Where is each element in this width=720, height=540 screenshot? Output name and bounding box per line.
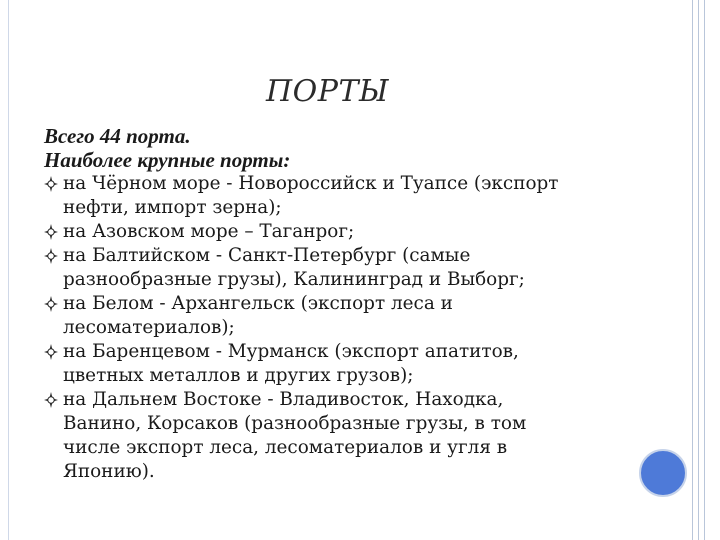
compass-star-icon (44, 392, 58, 408)
list-item-line: на Дальнем Востоке - Владивосток, Находка, (63, 389, 504, 410)
ports-list (44, 172, 604, 484)
list-item (44, 388, 604, 484)
list-item (44, 340, 604, 388)
compass-star-icon (44, 296, 58, 312)
list-item-line: на Баренцевом - Мурманск (экспорт апатитов, (63, 341, 519, 362)
list-item (44, 292, 604, 340)
list-item-line: разнообразные грузы), Калининград и Выборг; (63, 269, 525, 290)
compass-star-icon (44, 248, 58, 264)
list-item-line: нефти, импорт зерна); (63, 197, 282, 218)
right-frame-line (692, 0, 693, 540)
compass-star-icon (44, 176, 58, 192)
list-item-line: цветных металлов и других грузов); (63, 365, 414, 386)
list-item-line: Ванино, Корсаков (разнообразные грузы, в том (63, 413, 527, 434)
right-frame-line (704, 0, 705, 540)
list-item (44, 172, 604, 220)
list-item-line: на Чёрном море - Новороссийск и Туапсе (экспорт (63, 173, 559, 194)
compass-star-icon (44, 224, 58, 240)
list-item-line: лесоматериалов); (63, 317, 235, 338)
right-frame-line (698, 0, 699, 540)
slide-title: ПОРТЫ (266, 74, 389, 109)
list-item-line: Японию). (63, 461, 155, 482)
blue-circle-icon (639, 449, 687, 497)
list-item-line: на Балтийском - Санкт-Петербург (самые (63, 245, 471, 266)
list-item-line: числе экспорт леса, лесоматериалов и угля в (63, 437, 508, 458)
list-item-line: на Белом - Архангельск (экспорт леса и (63, 293, 453, 314)
intro-line: Наиболее крупные порты: (44, 148, 291, 172)
list-item (44, 244, 604, 292)
list-item-line: на Азовском море – Таганрог; (63, 221, 355, 242)
left-frame-line (8, 0, 9, 540)
compass-star-icon (44, 344, 58, 360)
slide-body (44, 124, 604, 484)
list-item (44, 220, 604, 244)
intro-line: Всего 44 порта. (44, 124, 191, 148)
